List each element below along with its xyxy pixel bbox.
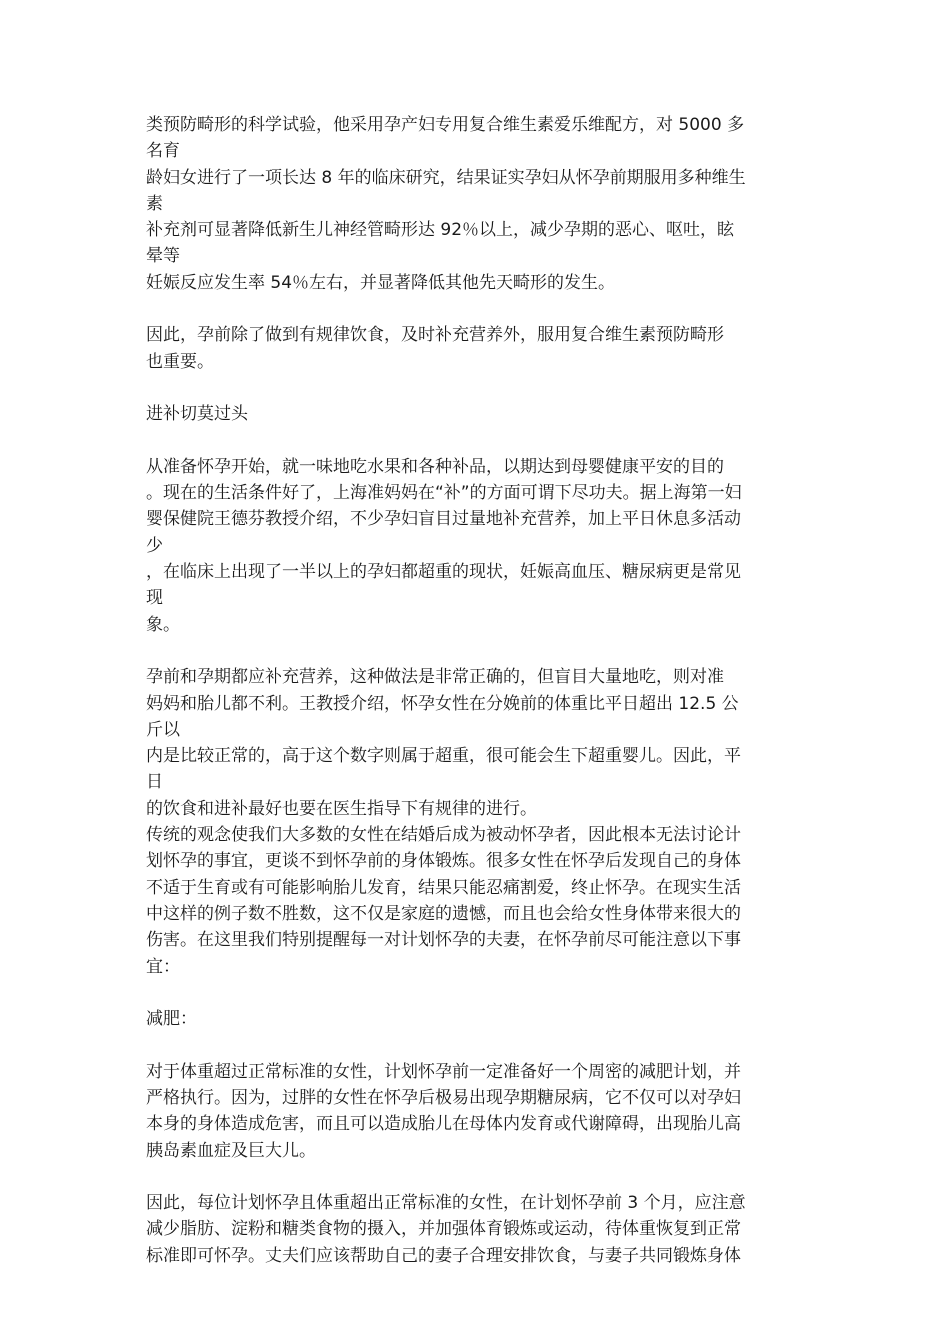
text-line: 伤害。在这里我们特别提醒每一对计划怀孕的夫妻，在怀孕前尽可能注意以下事 [146, 930, 741, 951]
document-body [146, 112, 814, 1269]
paragraph-gap [146, 1164, 814, 1190]
paragraph-gap [146, 1032, 814, 1058]
paragraph [146, 401, 814, 427]
paragraph [146, 1059, 814, 1164]
paragraph-gap [146, 296, 814, 322]
paragraph-gap [146, 638, 814, 664]
paragraph-gap [146, 980, 814, 1006]
text-line: 也重要。 [146, 351, 214, 372]
text-line: 标准即可怀孕。丈夫们应该帮助自己的妻子合理安排饮食，与妻子共同锻炼身体 [146, 1245, 741, 1266]
text-line: 斤以 [146, 719, 180, 740]
text-line: 婴保健院王德芬教授介绍，不少孕妇盲目过量地补充营养，加上平日休息多活动 [146, 509, 741, 530]
text-line: 本身的身体造成危害，而且可以造成胎儿在母体内发育或代谢障碍，出现胎儿高 [146, 1114, 741, 1135]
paragraph [146, 322, 814, 375]
text-line: 宜： [146, 956, 180, 977]
text-line: 素 [146, 193, 163, 214]
text-line: 晕等 [146, 246, 180, 267]
text-line: 龄妇女进行了一项长达 8 年的临床研究，结果证实孕妇从怀孕前期服用多种维生 [146, 167, 746, 188]
text-line: 传统的观念使我们大多数的女性在结婚后成为被动怀孕者，因此根本无法讨论计 [146, 825, 741, 846]
text-line: ，在临床上出现了一半以上的孕妇都超重的现状，妊娠高血压、糖尿病更是常见 [146, 562, 741, 583]
text-line: 减肥： [146, 1009, 197, 1030]
text-line: 类预防畸形的科学试验，他采用孕产妇专用复合维生素爱乐维配方，对 5000 多 [146, 115, 745, 135]
paragraph-gap [146, 375, 814, 401]
text-line: 胰岛素血症及巨大儿。 [146, 1140, 316, 1161]
text-line: 补充剂可显著降低新生儿神经管畸形达 92％以上，减少孕期的恶心、呕吐，眩 [146, 220, 735, 241]
text-line: 内是比较正常的，高于这个数字则属于超重，很可能会生下超重婴儿。因此，平 [146, 746, 741, 767]
text-line: 象。 [146, 614, 180, 635]
text-line: 现 [146, 588, 163, 609]
text-line: 。现在的生活条件好了，上海准妈妈在“补”的方面可谓下尽功夫。据上海第一妇 [146, 483, 742, 504]
paragraph-gap [146, 428, 814, 454]
paragraph [146, 1006, 814, 1032]
paragraph [146, 664, 814, 822]
text-line: 日 [146, 772, 163, 793]
paragraph [146, 1190, 814, 1269]
text-line: 孕前和孕期都应补充营养，这种做法是非常正确的，但盲目大量地吃，则对准 [146, 667, 724, 688]
text-line: 进补切莫过头 [146, 404, 248, 425]
text-line: 从准备怀孕开始，就一味地吃水果和各种补品，以期达到母婴健康平安的目的 [146, 456, 724, 477]
text-line: 严格执行。因为，过胖的女性在怀孕后极易出现孕期糖尿病，它不仅可以对孕妇 [146, 1087, 741, 1108]
text-line: 减少脂肪、淀粉和糖类食物的摄入，并加强体育锻炼或运动，待体重恢复到正常 [146, 1219, 741, 1240]
text-line: 妊娠反应发生率 54％左右，并显著降低其他先天畸形的发生。 [146, 272, 616, 293]
paragraph [146, 454, 814, 638]
text-line: 对于体重超过正常标准的女性，计划怀孕前一定准备好一个周密的减肥计划，并 [146, 1061, 741, 1082]
paragraph [146, 822, 814, 980]
text-line: 妈妈和胎儿都不利。王教授介绍，怀孕女性在分娩前的体重比平日超出 12.5 公 [146, 693, 739, 714]
text-line: 不适于生育或有可能影响胎儿发育，结果只能忍痛割爱，终止怀孕。在现实生活 [146, 877, 741, 898]
text-line: 因此，孕前除了做到有规律饮食，及时补充营养外，服用复合维生素预防畸形 [146, 325, 724, 346]
text-line: 中这样的例子数不胜数，这不仅是家庭的遗憾，而且也会给女性身体带来很大的 [146, 903, 741, 924]
text-line: 少 [146, 535, 163, 556]
text-line: 名育 [146, 141, 180, 162]
text-line: 因此，每位计划怀孕且体重超出正常标准的女性，在计划怀孕前 3 个月，应注意 [146, 1193, 746, 1214]
paragraph [146, 112, 814, 296]
text-line: 划怀孕的事宜，更谈不到怀孕前的身体锻炼。很多女性在怀孕后发现自己的身体 [146, 851, 741, 872]
text-line: 的饮食和进补最好也要在医生指导下有规律的进行。 [146, 798, 537, 819]
